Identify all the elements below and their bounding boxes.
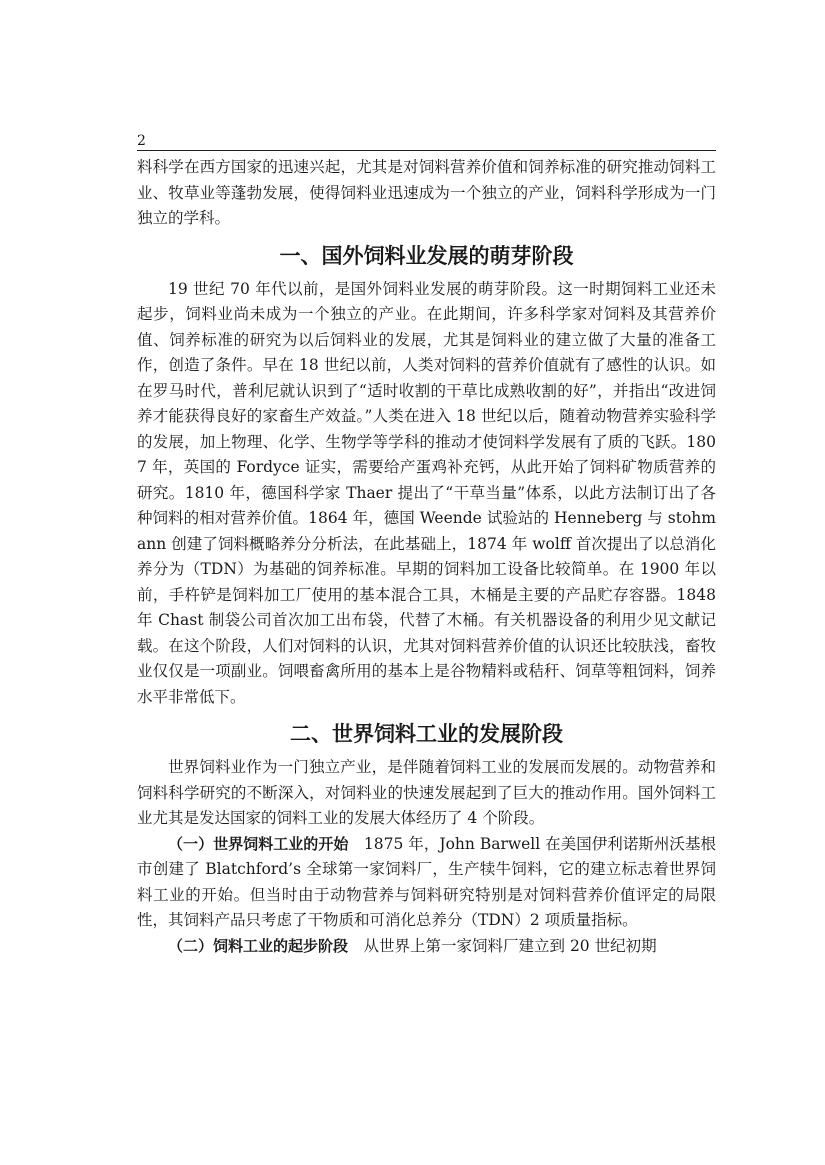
section-1-paragraph: 19 世纪 70 年代以前，是国外饲料业发展的萌芽阶段。这一时期饲料工业还未起步，饲料业尚未成为一个独立的产业。在此期间，许多科学家对饲料及其营养价值、饲养标准的研究为以后饲料业的发展，尤其是饲料业的建立做了大量的准备工作，创造了条件。早在 18 世纪以前，人类对饲料的营养价值就有了感性的认识。如在罗马时代，普利尼就认识到了“适时收割的干草比成熟收割的好”，并指出“改进饲养才能获得良好的家畜生产效益。”人类在进入 18 世纪以后，随着动物营养实验科学的发展，加上物理、化学、生物学等学科的推动才使饲料学发展有了质的飞跃。1807 年，英国的 Fordyce 证实，需要给产蛋鸡补充钙，从此开始了饲料矿物质营养的研究。1810 年，德国科学家 Thaer 提出了“干草当量”体系，以此方法制订出了各种饲料的相对营养价值。1864 年，德国 Weende 试验站的 Henneberg 与 stohmann 创建了饲料概略养分分析法，在此基础上，1874 年 wolff 首次提出了以总消化养分为（TDN）为基础的饲养标准。早期的饲料加工设备比较简单。在 1900 年以前，手杵铲是饲料加工厂使用的基本混合工具，木桶是主要的产品贮存容器。1848 年 Chast 制袋公司首次加工出布袋，代替了木桶。有关机器设备的利用少见文献记载。在这个阶段，人们对饲料的认识，尤其对饲料营养价值的认识还比较肤浅，畜牧业仅仅是一项副业。饲喂畜禽所用的基本上是谷物精料或秸秆、饲草等粗饲料，饲养水平非常低下。 <box>137 279 716 706</box>
stage-1-heading: （一）世界饲料工业的开始 <box>168 834 349 853</box>
stage-1-text: 1875 年，John Barwell 在美国伊利诺斯州沃基根市创建了 Blatchford’s 全球第一家饲料厂，生产犊牛饲料，它的建立标志着世界饲料工业的开始。但当时由于动物营养与饲料研究特别是对饲料营养价值评定的局限性，其饲料产品只考虑了干物质和可消化总养分（TDN）2 项质量指标。 <box>137 834 716 929</box>
stage-2-text: 从世界上第一家饲料厂建立到 20 世纪初期 <box>363 936 657 955</box>
stage-1-paragraph <box>137 832 716 934</box>
stage-2-heading: （二）饲料工业的起步阶段 <box>168 936 349 955</box>
section-2-title: 二、世界饲料工业的发展阶段 <box>290 722 563 746</box>
stage-2-paragraph <box>137 934 716 960</box>
section-1-title: 一、国外饲料业发展的萌芽阶段 <box>279 243 574 268</box>
section-2-paragraph: 世界饲料业作为一门独立产业，是伴随着饲料工业的发展而发展的。动物营养和饲料科学研究的不断深入，对饲料业的快速发展起到了巨大的推动作用。国外饲料工业尤其是发达国家的饲料工业的发展大体经历了 4 个阶段。 <box>137 758 716 827</box>
header-rule <box>137 150 716 151</box>
page-number: 2 <box>137 133 146 149</box>
document-page <box>137 132 716 959</box>
intro-paragraph: 料科学在西方国家的迅速兴起，尤其是对饲料营养价值和饲养标准的研究推动饲料工业、牧草业等蓬勃发展，使得饲料业迅速成为一个独立的产业，饲料科学形成为一门独立的学科。 <box>137 158 716 227</box>
